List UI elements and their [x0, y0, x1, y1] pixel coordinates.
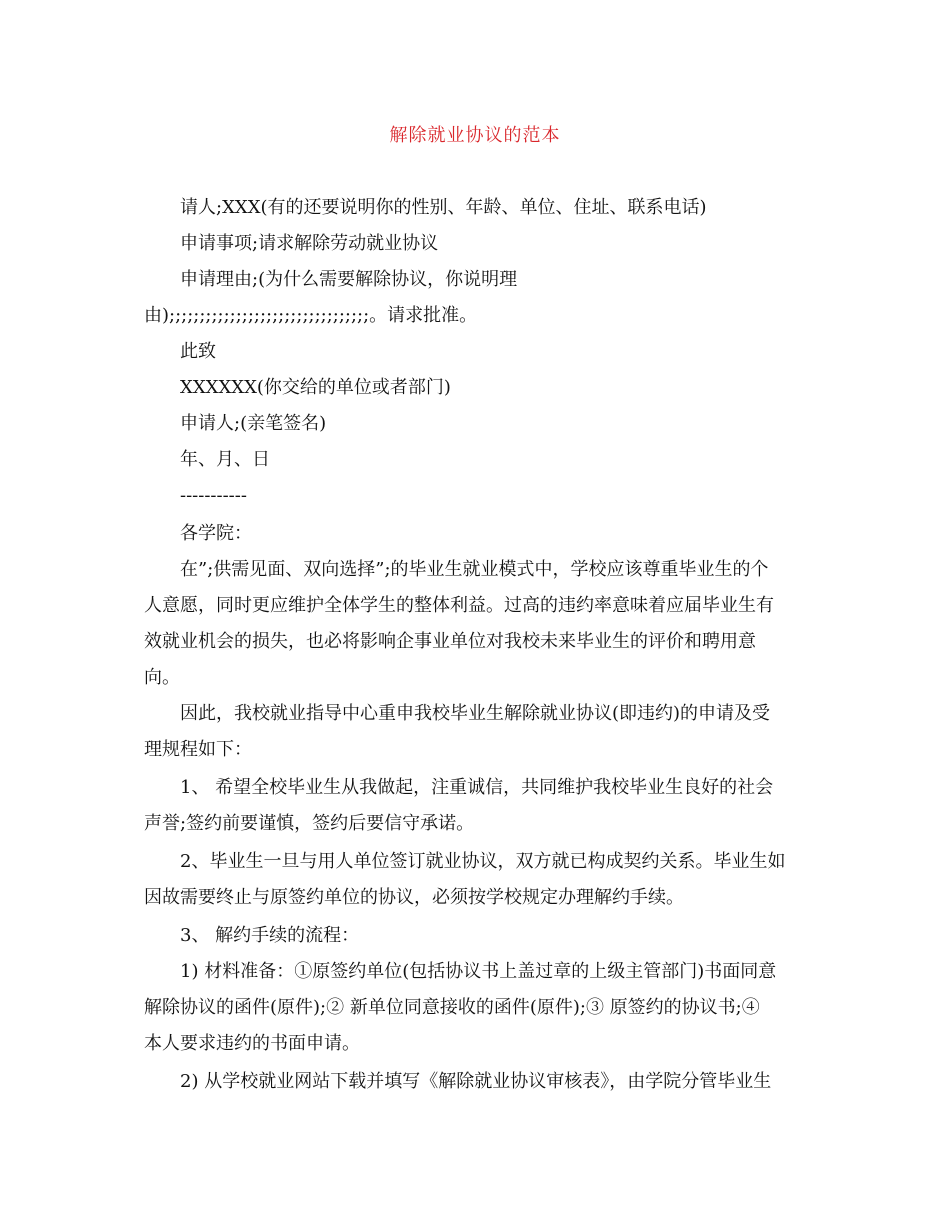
- paragraph-line: 申请人;(亲笔签名): [180, 413, 327, 434]
- paragraph-line: 因此，我校就业指导中心重申我校毕业生解除就业协议(即违约)的申请及受: [180, 703, 771, 724]
- paragraph-line: 3、 解约手续的流程：: [180, 925, 360, 946]
- paragraph-line: 2) 从学校就业网站下载并填写《解除就业协议审核表》，由学院分管毕业生: [180, 1071, 772, 1092]
- paragraph-line: 由);;;;;;;;;;;;;;;;;;;;;;;;;;;;;;;;;。请求批准。: [144, 305, 478, 326]
- paragraph-line: 本人要求违约的书面申请。: [144, 1033, 360, 1054]
- paragraph-line: 此致: [180, 341, 216, 362]
- paragraph-line: 1、 希望全校毕业生从我做起，注重诚信，共同维护我校毕业生良好的社会: [180, 777, 774, 798]
- separator-line: -----------: [180, 485, 247, 506]
- paragraph-line: 声誉;签约前要谨慎，签约后要信守承诺。: [144, 813, 475, 834]
- paragraph-line: 人意愿，同时更应维护全体学生的整体利益。过高的违约率意味着应届毕业生有: [144, 595, 774, 616]
- paragraph-line: 解除协议的函件(原件);② 新单位同意接收的函件(原件);③ 原签约的协议书;④: [144, 997, 760, 1018]
- paragraph-line: 年、月、日: [180, 449, 270, 470]
- paragraph-line: 向。: [144, 667, 180, 688]
- paragraph-line: 申请事项;请求解除劳动就业协议: [180, 233, 439, 254]
- paragraph-line: 1) 材料准备：①原签约单位(包括协议书上盖过章的上级主管部门)书面同意: [180, 961, 777, 982]
- paragraph-line: 请人;XXX(有的还要说明你的性别、年龄、单位、住址、联系电话): [180, 197, 707, 218]
- paragraph-line: XXXXXX(你交给的单位或者部门): [180, 377, 451, 398]
- paragraph-line: 因故需要终止与原签约单位的协议，必须按学校规定办理解约手续。: [144, 887, 684, 908]
- paragraph-line: 效就业机会的损失，也必将影响企事业单位对我校未来毕业生的评价和聘用意: [144, 631, 756, 652]
- paragraph-line: 申请理由;(为什么需要解除协议，你说明理: [180, 269, 518, 290]
- paragraph-line: 2、毕业生一旦与用人单位签订就业协议，双方就已构成契约关系。毕业生如: [180, 851, 786, 872]
- paragraph-line: 在”;供需见面、双向选择”;的毕业生就业模式中，学校应该尊重毕业生的个: [180, 559, 769, 580]
- paragraph-line: 各学院：: [180, 523, 252, 544]
- paragraph-line: 理规程如下：: [144, 739, 252, 760]
- document-title: 解除就业协议的范本: [389, 125, 561, 146]
